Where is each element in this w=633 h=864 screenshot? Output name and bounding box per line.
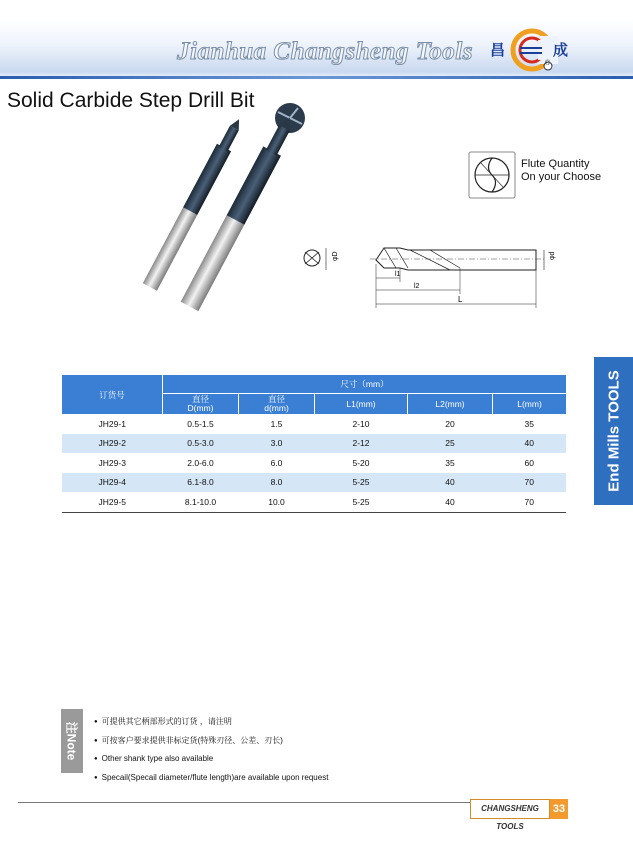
- flute-label-line2: On your Choose: [521, 171, 602, 183]
- table-row: [62, 414, 566, 434]
- note-item: ● Specail(Specail diameter/flute length)are available upon request: [94, 769, 328, 788]
- flute-quantity-label: [521, 158, 601, 184]
- cell-d: 6.0: [270, 457, 283, 468]
- table-row: [62, 492, 566, 512]
- cell-D: 2.0-6.0: [187, 457, 214, 468]
- cell-D: 6.1-8.0: [163, 473, 239, 493]
- cell-order-no: JH29-1: [98, 418, 126, 429]
- order-no-header: 订货号: [62, 375, 163, 414]
- note-item: ● Other shank type also available: [94, 750, 328, 769]
- cell-order-no: JH29-2: [62, 434, 163, 454]
- note-item: ● 可提供其它柄部形式的订货 ，请注明: [94, 713, 328, 732]
- dimension-drawing: [300, 238, 570, 310]
- label-l2: l2: [414, 283, 420, 290]
- cell-L: 70: [493, 473, 567, 493]
- cell-order-no: JH29-4: [62, 473, 163, 493]
- col-header-d: 直径 d(mm): [239, 394, 315, 415]
- cell-L2: 40: [408, 473, 493, 493]
- company-logo: [490, 26, 570, 76]
- footer-rule: [18, 802, 470, 803]
- col-header-L: L(mm): [493, 394, 567, 415]
- label-L: L: [458, 295, 463, 304]
- cell-d: 8.0: [239, 473, 315, 493]
- cell-L: 40: [493, 434, 567, 454]
- cell-d: 10.0: [239, 492, 315, 512]
- footer-brand: CHANGSHENG TOOLS: [470, 799, 550, 819]
- table-row: [62, 434, 566, 454]
- side-category-tab: [594, 357, 633, 505]
- cell-order-no: JH29-3: [98, 457, 126, 468]
- logo-text-right: 成: [553, 42, 569, 59]
- header-rule: [0, 76, 633, 79]
- page-title: Solid Carbide Step Drill Bit: [7, 89, 255, 112]
- cell-L2: 40: [408, 492, 493, 512]
- cell-L1: 5-25: [315, 473, 408, 493]
- cell-L1: 5-25: [315, 492, 408, 512]
- drill-cross-section-icon: [304, 250, 320, 266]
- label-phid: φd: [549, 251, 556, 260]
- col-header-D: 直径 D(mm): [163, 394, 239, 415]
- spec-table: [62, 375, 566, 513]
- col-header-L2: L2(mm): [408, 394, 493, 415]
- brand-title: Jianhua Changsheng Tools: [177, 38, 473, 65]
- table-row: [62, 473, 566, 493]
- logo-text-left: 昌: [490, 42, 506, 59]
- note-item: ● 可按客户要求提供非标定货(特殊刃径、公差、刃长): [94, 732, 328, 751]
- label-l1: l1: [395, 271, 401, 278]
- cell-d: 1.5: [270, 418, 283, 429]
- note-label: 注Note: [64, 721, 79, 761]
- side-tab-label: End Mills TOOLS: [605, 370, 622, 492]
- note-label-box: [61, 709, 83, 773]
- cell-L: 70: [493, 492, 567, 512]
- table-row: [62, 453, 566, 473]
- cell-D: 8.1-10.0: [163, 492, 239, 512]
- cell-L1: 2-10: [352, 418, 370, 429]
- cell-d: 3.0: [239, 434, 315, 454]
- cell-D: 0.5-3.0: [163, 434, 239, 454]
- flute-label-line1: Flute Quantity: [521, 158, 590, 170]
- size-header: 尺寸（mm）: [163, 375, 567, 394]
- cell-L1: 5-20: [352, 457, 370, 468]
- cell-L1: 2-12: [315, 434, 408, 454]
- notes-list: [94, 713, 328, 787]
- flute-quantity-icon: [467, 150, 517, 200]
- cell-D: 0.5-1.5: [187, 418, 214, 429]
- page-number-badge: 33: [550, 799, 568, 819]
- cell-L: 60: [524, 457, 534, 468]
- cell-order-no: JH29-5: [62, 492, 163, 512]
- col-header-L1: L1(mm): [315, 394, 408, 415]
- cell-L2: 20: [445, 418, 455, 429]
- label-phiD: φD: [332, 251, 339, 261]
- cell-L: 35: [524, 418, 534, 429]
- cell-L2: 25: [408, 434, 493, 454]
- cell-L2: 35: [445, 457, 455, 468]
- registered-mark: ®: [545, 60, 551, 67]
